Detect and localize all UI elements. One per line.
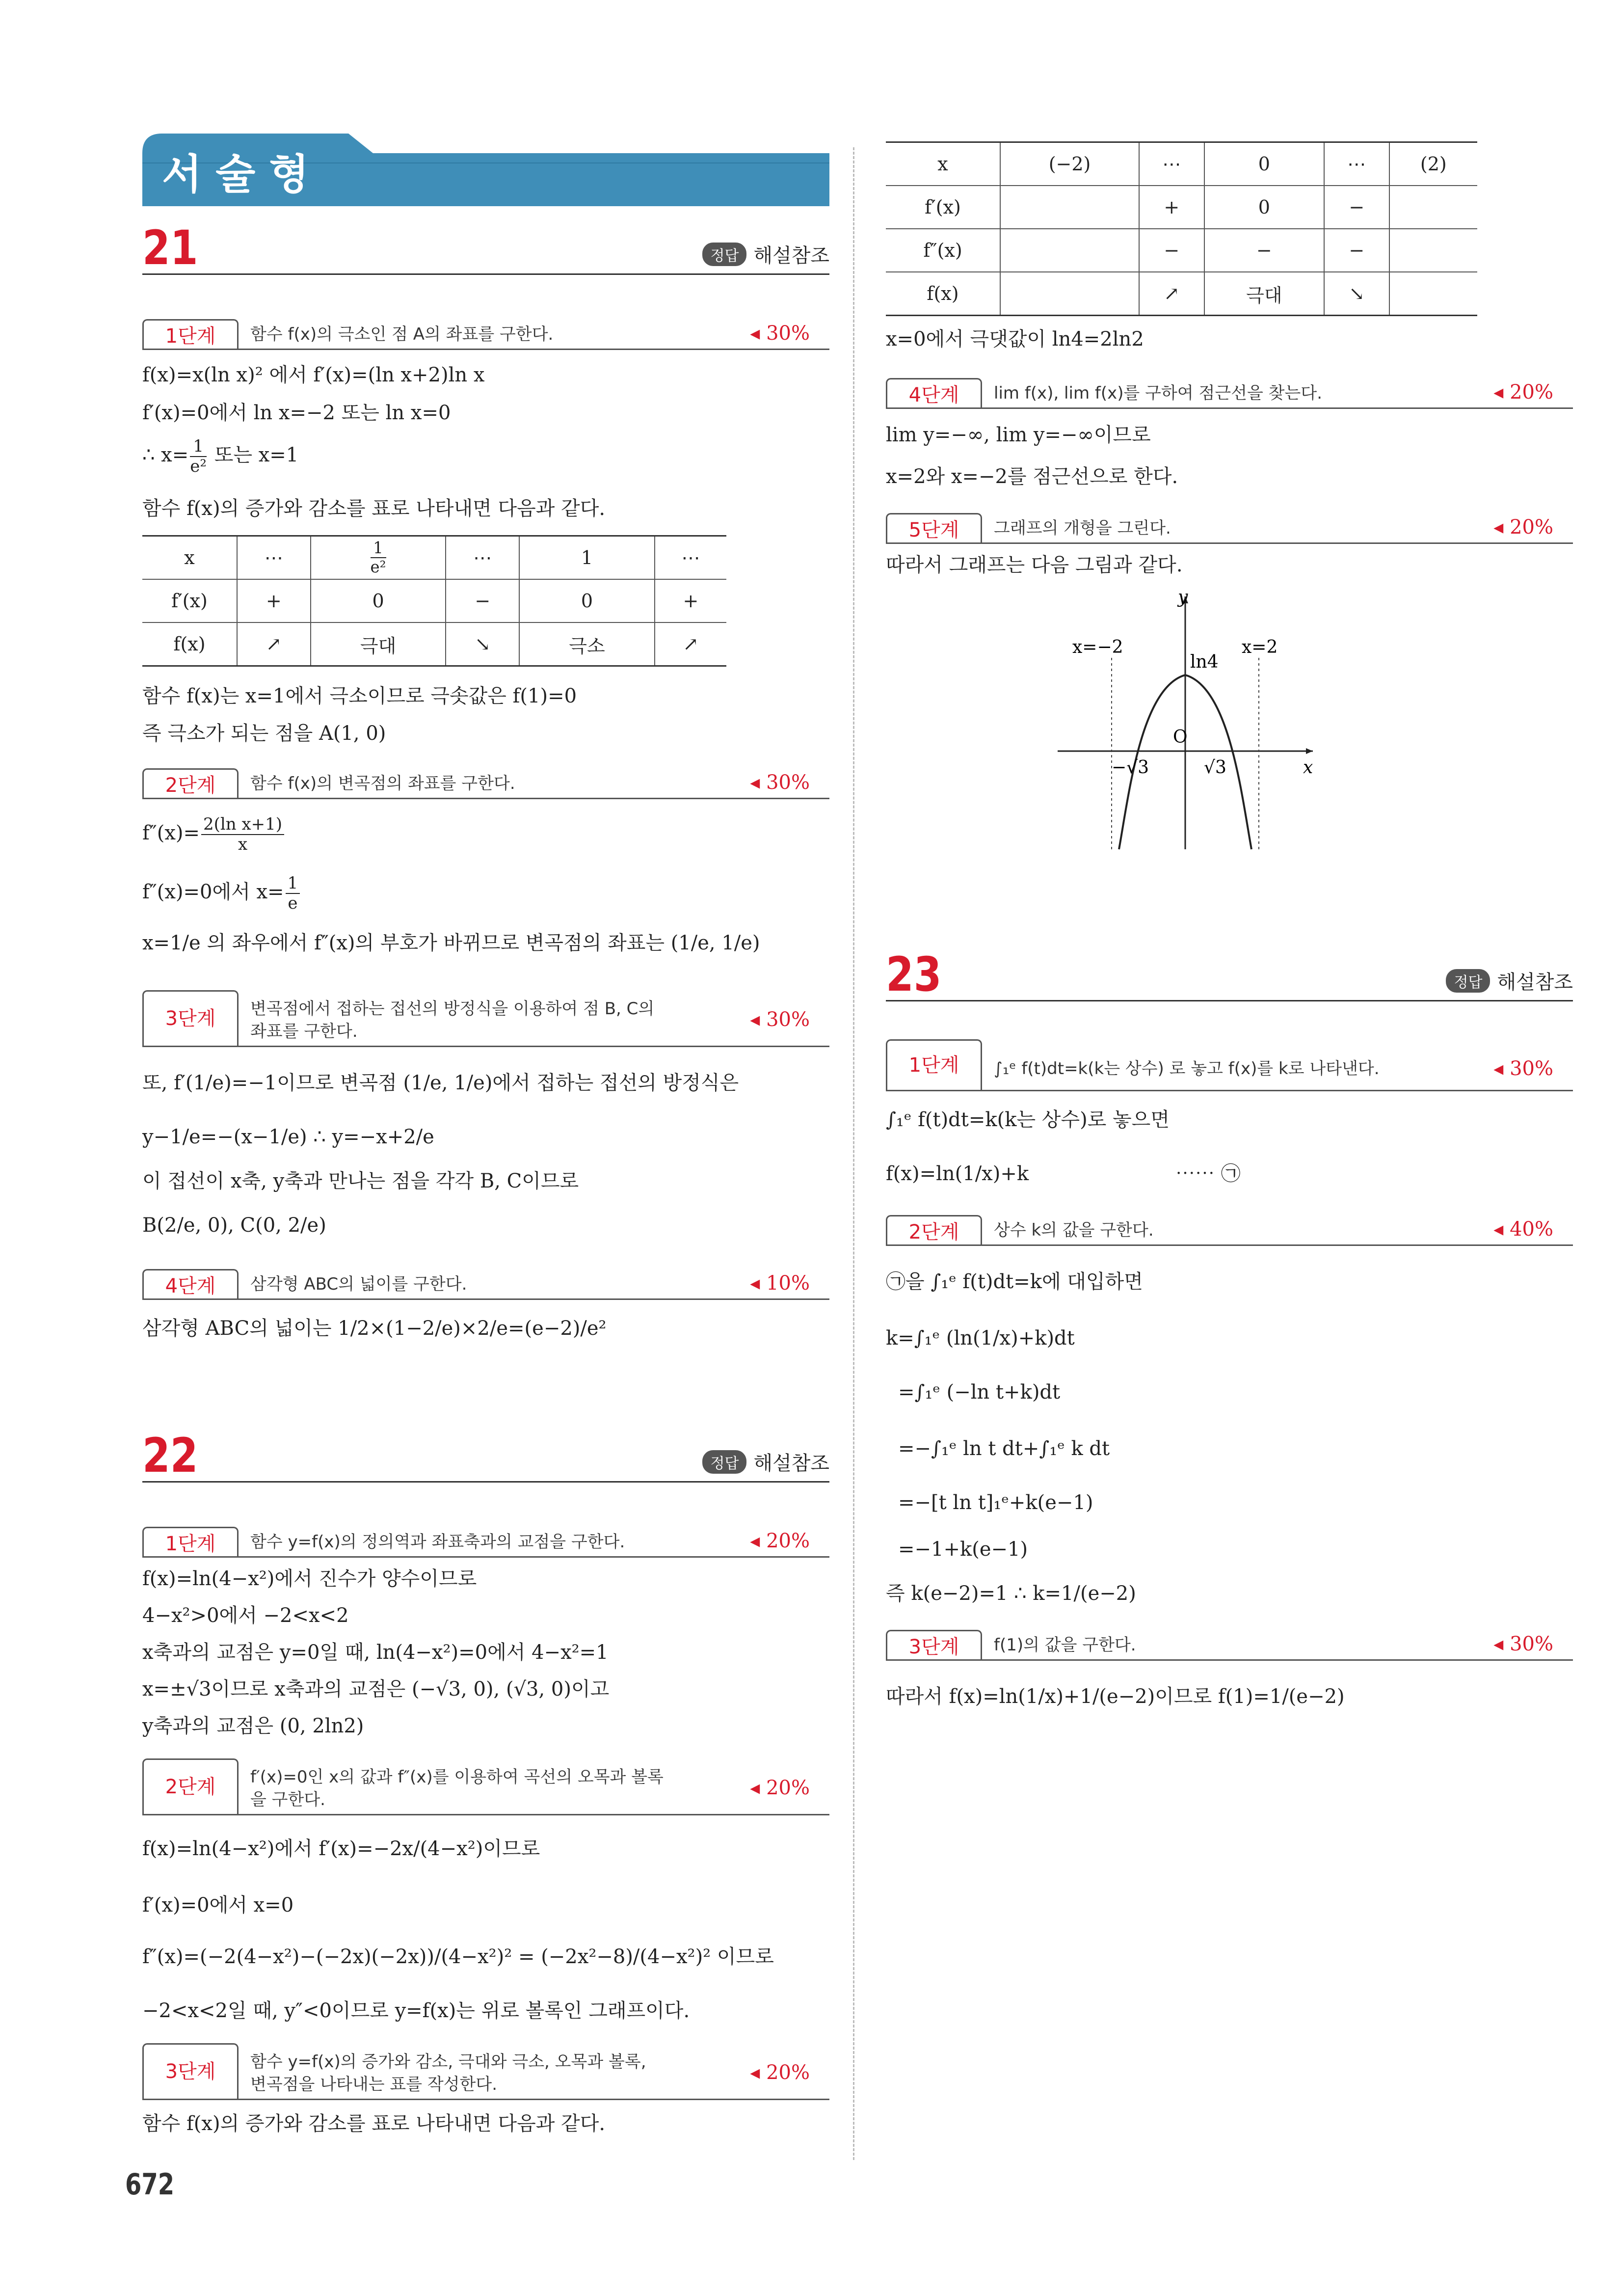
line: 4−x²>0에서 −2<x<2 bbox=[142, 1604, 349, 1627]
step-percent: ◂ 20% bbox=[750, 1530, 810, 1552]
cell: ↗ bbox=[1139, 272, 1204, 316]
line: f′(x)=0에서 x=0 bbox=[142, 1894, 294, 1917]
answer-badge: 정답 bbox=[702, 1450, 746, 1474]
line: 즉 극소가 되는 점을 A(1, 0) bbox=[142, 722, 386, 745]
cell: 0 bbox=[519, 579, 655, 622]
text: f″(x)=0에서 x= bbox=[142, 881, 284, 904]
step-2 bbox=[886, 1205, 1573, 1246]
answer-text: 해설참조 bbox=[753, 1452, 829, 1475]
cell: ⋯ bbox=[1139, 142, 1204, 186]
line: x=1/e 의 좌우에서 f″(x)의 부호가 바뀌므로 변곡점의 좌표는 (1/e, 1/e) bbox=[142, 932, 760, 954]
cell: 0 bbox=[1204, 142, 1324, 186]
step-tag: 2단계 bbox=[142, 768, 239, 798]
line: 함수 f(x)의 증가와 감소를 표로 나타내면 다음과 같다. bbox=[142, 2112, 606, 2135]
step-tag: 3단계 bbox=[142, 2043, 239, 2099]
step-tag: 3단계 bbox=[142, 990, 239, 1046]
step-percent: ◂ 20% bbox=[1493, 516, 1553, 539]
step-desc: 함수 y=f(x)의 증가와 감소, 극대와 극소, 오목과 볼록, 변곡점을 나타내는 표를 작성한다. bbox=[250, 2052, 646, 2094]
text: 또는 x=1 bbox=[214, 444, 299, 467]
cell: f(x) bbox=[886, 272, 1000, 316]
step-percent: ◂ 20% bbox=[750, 1777, 810, 1799]
line: k=∫₁ᵉ (ln(1/x)+k)dt bbox=[886, 1327, 1075, 1350]
problem-number: 22 bbox=[142, 1428, 198, 1483]
cell: 1 bbox=[519, 536, 655, 580]
line: x=±√3이므로 x축과의 교점은 (−√3, 0), (√3, 0)이고 bbox=[142, 1678, 610, 1701]
x-label: x bbox=[1303, 757, 1313, 778]
asymptote-right-label: x=2 bbox=[1242, 637, 1278, 657]
cell: ⋯ bbox=[1324, 142, 1389, 186]
step-desc: 함수 f(x)의 변곡점의 좌표를 구한다. bbox=[250, 774, 515, 793]
step-percent: ◂ 30% bbox=[750, 322, 810, 345]
section-banner bbox=[142, 134, 829, 206]
column-divider bbox=[853, 147, 854, 2160]
line: 함수 f(x)는 x=1에서 극소이므로 극솟값은 f(1)=0 bbox=[142, 685, 577, 707]
line: =−[t ln t]₁ᵉ+k(e−1) bbox=[898, 1491, 1093, 1514]
equation-mark: ⋯⋯ ㉠ bbox=[1175, 1162, 1241, 1185]
cell: (−2) bbox=[1000, 142, 1139, 186]
cell: + bbox=[1139, 186, 1204, 229]
header-rule bbox=[142, 273, 829, 275]
step-5 bbox=[886, 503, 1573, 544]
cell: f′(x) bbox=[142, 579, 237, 622]
problem-number: 21 bbox=[142, 220, 198, 275]
text: f″(x)= bbox=[142, 822, 200, 845]
cell: ↘ bbox=[1324, 272, 1389, 316]
problem-23-header bbox=[886, 947, 1573, 1001]
variation-table-22 bbox=[886, 141, 1477, 316]
line: f(x)=ln(4−x²)에서 f′(x)=−2x/(4−x²)이므로 bbox=[142, 1837, 540, 1860]
line: 삼각형 ABC의 넓이는 1/2×(1−2/e)×2/e=(e−2)/e² bbox=[142, 1317, 607, 1340]
line: f(x)=x(ln x)² 에서 f′(x)=(ln x+2)ln x bbox=[142, 364, 485, 386]
step-desc: ∫₁ᵉ f(t)dt=k(k는 상수) 로 놓고 f(x)를 k로 나타낸다. bbox=[994, 1059, 1380, 1079]
cell bbox=[1000, 186, 1139, 229]
cell: ⋯ bbox=[446, 536, 519, 580]
cell: f″(x) bbox=[886, 229, 1000, 272]
step-tag: 2단계 bbox=[886, 1215, 982, 1244]
line: ∫₁ᵉ f(t)dt=k(k는 상수)로 놓으면 bbox=[886, 1108, 1170, 1131]
answer-badge: 정답 bbox=[702, 243, 746, 266]
step-2 bbox=[142, 758, 829, 799]
y-label: y bbox=[1178, 589, 1188, 607]
cell bbox=[1389, 229, 1477, 272]
cell: − bbox=[1204, 229, 1324, 272]
cell bbox=[1389, 186, 1477, 229]
cell: f′(x) bbox=[886, 186, 1000, 229]
step-percent: ◂ 10% bbox=[750, 1272, 810, 1295]
text: ∴ x= bbox=[142, 444, 189, 467]
step-1 bbox=[886, 1036, 1573, 1091]
line: B(2/e, 0), C(0, 2/e) bbox=[142, 1214, 326, 1237]
cell bbox=[1000, 272, 1139, 316]
line: x축과의 교점은 y=0일 때, ln(4−x²)=0에서 4−x²=1 bbox=[142, 1641, 609, 1664]
cell: − bbox=[446, 579, 519, 622]
cell: 극대 bbox=[1204, 272, 1324, 316]
cell: ↗ bbox=[237, 622, 311, 666]
step-percent: ◂ 30% bbox=[750, 1008, 810, 1031]
header-rule bbox=[142, 1481, 829, 1483]
fraction: $\frac{1}{\text{e²}}$ bbox=[190, 436, 207, 477]
line: 함수 f(x)의 증가와 감소를 표로 나타내면 다음과 같다. bbox=[142, 497, 606, 520]
step-desc: 상수 k의 값을 구한다. bbox=[994, 1220, 1154, 1240]
step-tag: 3단계 bbox=[886, 1630, 982, 1659]
line: y축과의 교점은 (0, 2ln2) bbox=[142, 1715, 364, 1737]
answer-text: 해설참조 bbox=[753, 244, 829, 267]
step-percent: ◂ 30% bbox=[750, 771, 810, 794]
cell: f(x) bbox=[142, 622, 237, 666]
cell: ⋯ bbox=[655, 536, 726, 580]
line: f″(x)=(−2(4−x²)−(−2x)(−2x))/(4−x²)² = (−2x²−8)/(4−x²)² 이므로 bbox=[142, 1945, 774, 1968]
cell: ↘ bbox=[446, 622, 519, 666]
line bbox=[142, 437, 298, 476]
cell: 0 bbox=[311, 579, 446, 622]
step-1 bbox=[142, 1517, 829, 1558]
step-2 bbox=[142, 1755, 829, 1815]
step-percent: ◂ 40% bbox=[1493, 1218, 1553, 1241]
cell bbox=[1389, 272, 1477, 316]
fraction: $\frac{\text{2(ln x+1)}}{x}$ bbox=[201, 815, 284, 854]
cell: x bbox=[886, 142, 1000, 186]
line: =−∫₁ᵉ ln t dt+∫₁ᵉ k dt bbox=[898, 1437, 1110, 1460]
cell: + bbox=[655, 579, 726, 622]
ln4-label: ln4 bbox=[1190, 652, 1219, 672]
step-percent: ◂ 30% bbox=[1493, 1057, 1553, 1080]
step-tag: 4단계 bbox=[886, 378, 982, 407]
line: f′(x)=0에서 ln x=−2 또는 ln x=0 bbox=[142, 402, 451, 424]
line: 이 접선이 x축, y축과 만나는 점을 각각 B, C이므로 bbox=[142, 1170, 579, 1192]
cell: − bbox=[1324, 229, 1389, 272]
step-desc: f′(x)=0인 x의 값과 f″(x)를 이용하여 곡선의 오목과 볼록 을 구한다. bbox=[250, 1767, 664, 1810]
line: 따라서 그래프는 다음 그림과 같다. bbox=[886, 554, 1183, 576]
asymptote-left-label: x=−2 bbox=[1072, 637, 1123, 657]
step-desc: f(1)의 값을 구한다. bbox=[994, 1635, 1136, 1655]
step-3 bbox=[142, 2040, 829, 2100]
line: 또, f′(1/e)=−1이므로 변곡점 (1/e, 1/e)에서 접하는 접선의 방정식은 bbox=[142, 1072, 739, 1094]
step-tag: 5단계 bbox=[886, 513, 982, 542]
line: x=2와 x=−2를 점근선으로 한다. bbox=[886, 465, 1178, 488]
step-tag: 1단계 bbox=[886, 1039, 982, 1090]
cell: − bbox=[1324, 186, 1389, 229]
variation-table-21 bbox=[142, 535, 726, 667]
cell: (2) bbox=[1389, 142, 1477, 186]
answer-badge: 정답 bbox=[1446, 969, 1490, 993]
line bbox=[142, 874, 301, 913]
line: f(x)=ln(4−x²)에서 진수가 양수이므로 bbox=[142, 1567, 477, 1590]
line: =−1+k(e−1) bbox=[898, 1538, 1028, 1561]
line: 따라서 f(x)=ln(1/x)+1/(e−2)이므로 f(1)=1/(e−2) bbox=[886, 1685, 1345, 1708]
step-percent: ◂ 30% bbox=[1493, 1633, 1553, 1655]
cell: 0 bbox=[1204, 186, 1324, 229]
step-desc: lim f(x), lim f(x)를 구하여 점근선을 찾는다. bbox=[994, 383, 1323, 403]
step-1 bbox=[142, 309, 829, 350]
answer-reference bbox=[702, 240, 829, 268]
step-3 bbox=[142, 987, 829, 1047]
cell: ⋯ bbox=[237, 536, 311, 580]
step-tag: 2단계 bbox=[142, 1758, 239, 1814]
step-3 bbox=[886, 1620, 1573, 1661]
banner-title: 서술형 bbox=[162, 150, 323, 198]
root-right-label: √3 bbox=[1204, 757, 1226, 778]
cell bbox=[1000, 229, 1139, 272]
answer-reference bbox=[702, 1448, 829, 1476]
line: 즉 k(e−2)=1 ∴ k=1/(e−2) bbox=[886, 1582, 1136, 1605]
root-left-label: −√3 bbox=[1112, 757, 1149, 778]
line bbox=[142, 815, 286, 854]
answer-text: 해설참조 bbox=[1497, 971, 1573, 994]
line: y−1/e=−(x−1/e) ∴ y=−x+2/e bbox=[142, 1126, 434, 1148]
step-4 bbox=[142, 1259, 829, 1300]
line: lim y=−∞, lim y=−∞이므로 bbox=[886, 424, 1151, 446]
step-tag: 4단계 bbox=[142, 1269, 239, 1298]
cell: 극소 bbox=[519, 622, 655, 666]
step-percent: ◂ 20% bbox=[750, 2061, 810, 2084]
line: −2<x<2일 때, y″<0이므로 y=f(x)는 위로 볼록인 그래프이다. bbox=[142, 1999, 690, 2022]
step-desc: 그래프의 개형을 그린다. bbox=[994, 518, 1171, 538]
step-desc: 삼각형 ABC의 넓이를 구한다. bbox=[250, 1274, 467, 1294]
cell: 극대 bbox=[311, 622, 446, 666]
line: f(x)=ln(1/x)+k bbox=[886, 1162, 1029, 1185]
origin-label: O bbox=[1173, 727, 1188, 747]
step-4 bbox=[886, 363, 1573, 409]
header-rule bbox=[886, 1000, 1573, 1001]
cell: ↗ bbox=[655, 622, 726, 666]
cell: $\frac{1}{\text{e²}}$ bbox=[311, 536, 446, 580]
cell: x bbox=[142, 536, 237, 580]
step-tag: 1단계 bbox=[142, 319, 239, 349]
problem-22-header bbox=[142, 1429, 829, 1483]
step-desc: 변곡점에서 접하는 접선의 방정식을 이용하여 점 B, C의 좌표를 구한다. bbox=[250, 999, 655, 1041]
line: x=0에서 극댓값이 ln4=2ln2 bbox=[886, 328, 1144, 351]
answer-reference bbox=[1446, 967, 1573, 995]
line: ㉠을 ∫₁ᵉ f(t)dt=k에 대입하면 bbox=[886, 1270, 1143, 1293]
fraction: $\frac{1}{e}$ bbox=[286, 874, 300, 913]
step-tag: 1단계 bbox=[142, 1527, 239, 1556]
problem-21-header bbox=[142, 221, 829, 275]
step-percent: ◂ 20% bbox=[1493, 381, 1553, 404]
page-number: 672 bbox=[125, 2167, 175, 2202]
line: =∫₁ᵉ (−ln t+k)dt bbox=[898, 1381, 1061, 1404]
graph-22 bbox=[1048, 589, 1323, 859]
step-desc: 함수 f(x)의 극소인 점 A의 좌표를 구한다. bbox=[250, 324, 554, 344]
cell: − bbox=[1139, 229, 1204, 272]
problem-number: 23 bbox=[886, 947, 942, 1002]
cell: + bbox=[237, 579, 311, 622]
step-desc: 함수 y=f(x)의 정의역과 좌표축과의 교점을 구한다. bbox=[250, 1532, 625, 1552]
